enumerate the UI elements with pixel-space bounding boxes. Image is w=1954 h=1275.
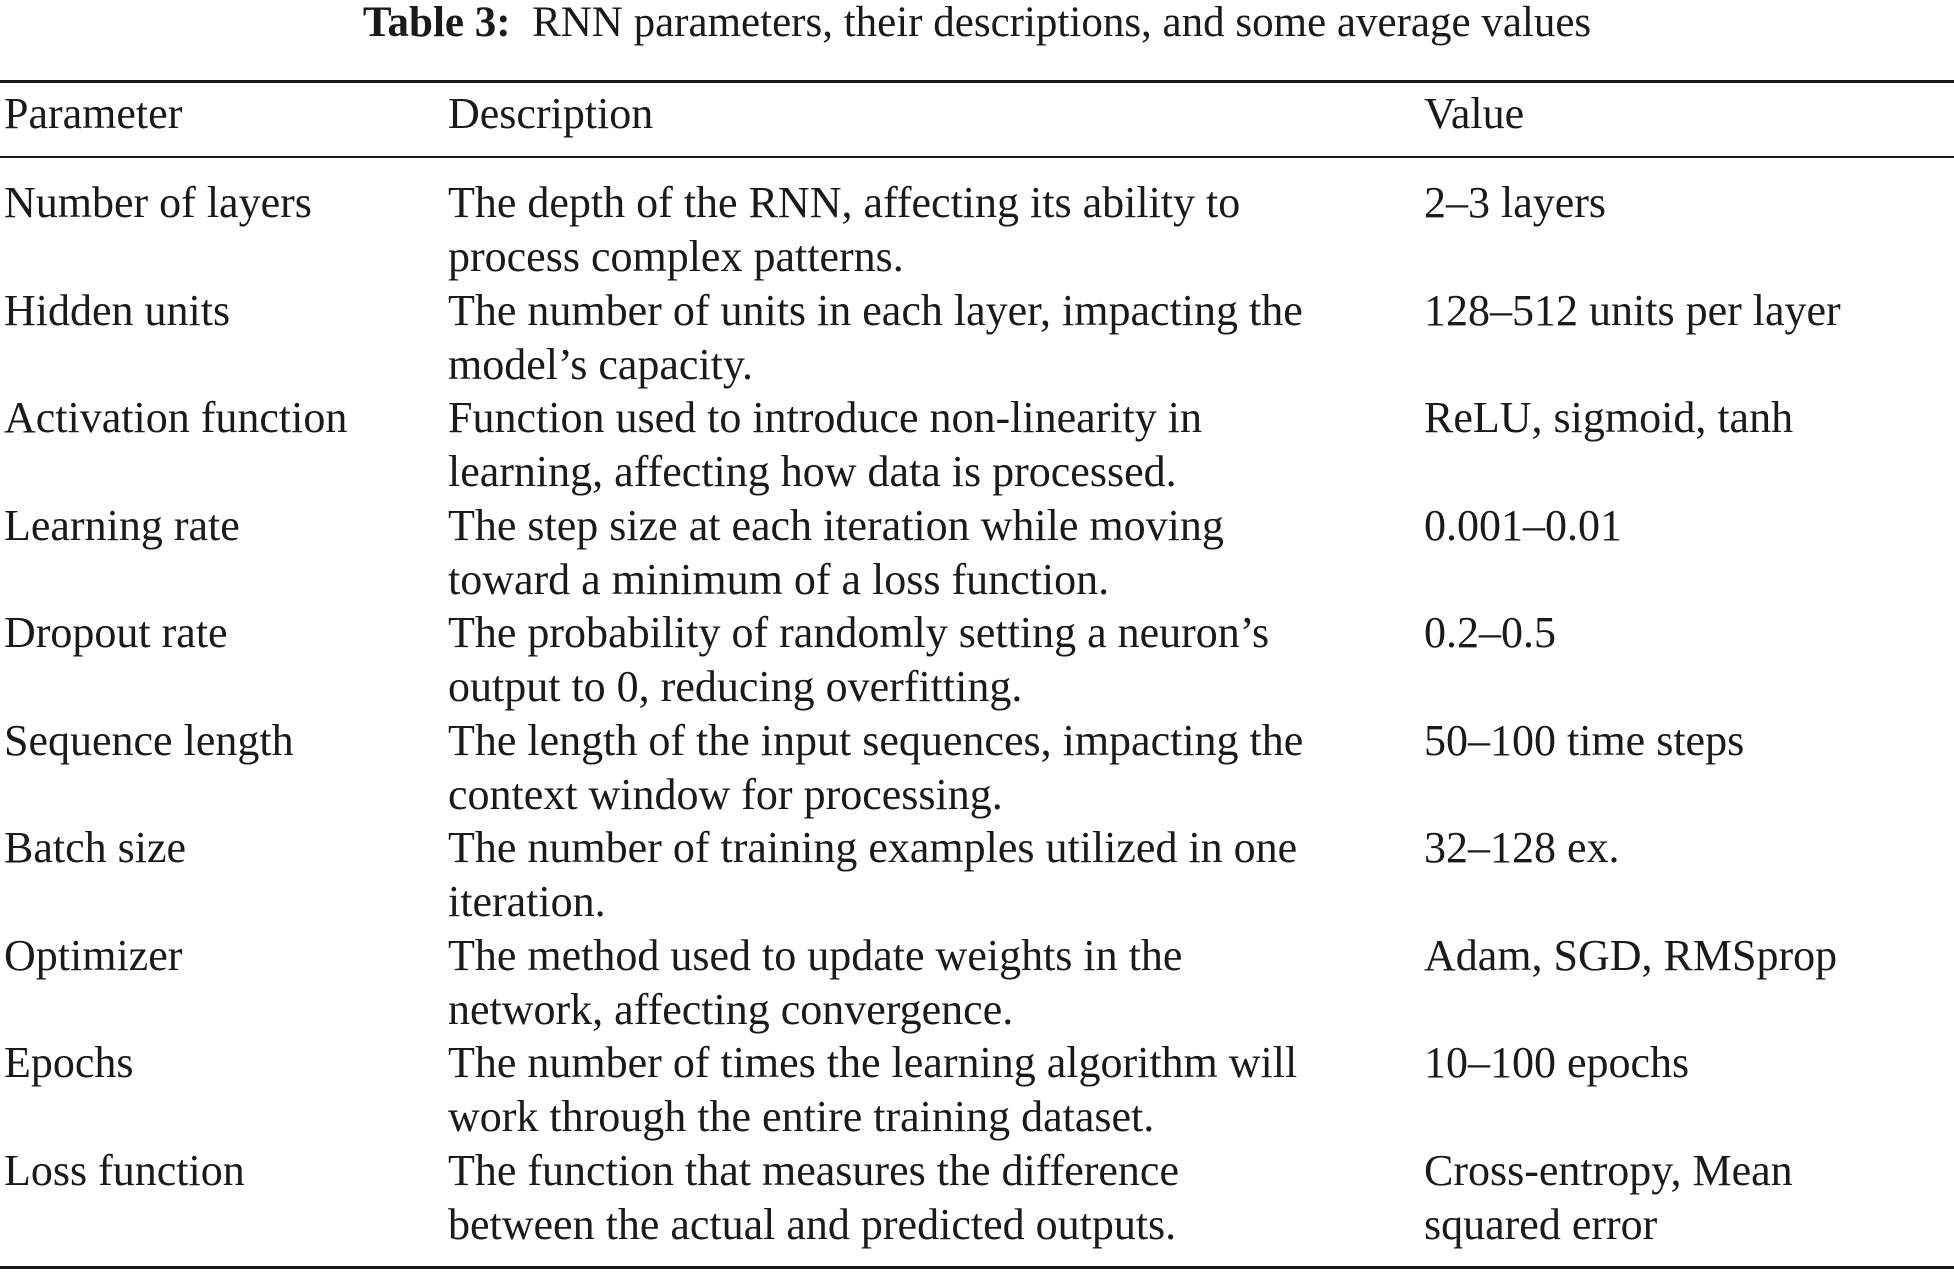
value-line: 32–128 ex. [1424,823,1620,872]
description-line: The depth of the RNN, affecting its ability to [448,178,1241,227]
cell-parameter: Hidden units [4,286,231,335]
value-line: 0.001–0.01 [1424,501,1622,550]
cell-description [448,499,1224,607]
cell-value [1424,821,1620,875]
cell-parameter: Optimizer [4,931,183,980]
description-line: The step size at each iteration while moving [448,501,1224,550]
column-header-value: Value [1424,89,1525,138]
cell-parameter: Learning rate [4,501,240,550]
cell-value [1424,1144,1793,1252]
cell-description [448,391,1202,499]
column-header-parameter: Parameter [4,89,183,138]
cell-parameter: Loss function [4,1146,245,1195]
cell-value [1424,499,1622,553]
value-line: 128–512 units per layer [1424,286,1841,335]
description-line: Function used to introduce non-linearity in [448,393,1202,442]
description-line: The probability of randomly setting a neuron’s [448,608,1270,657]
description-line: context window for processing. [448,770,1003,819]
top-rule [0,80,1954,83]
cell-value [1424,929,1837,983]
description-line: The number of units in each layer, impacting the [448,286,1303,335]
header-rule [0,156,1954,158]
cell-parameter: Dropout rate [4,608,228,657]
description-line: toward a minimum of a loss function. [448,555,1110,604]
description-line: The function that measures the difference [448,1146,1179,1195]
cell-parameter: Number of layers [4,178,312,227]
cell-description [448,1144,1179,1252]
cell-value [1424,606,1556,660]
description-line: learning, affecting how data is processed. [448,447,1177,496]
description-line: between the actual and predicted outputs. [448,1200,1177,1249]
table-caption-text: RNN parameters, their descriptions, and some average values [532,0,1592,46]
cell-value [1424,284,1841,338]
description-line: output to 0, reducing overfitting. [448,662,1023,711]
description-line: model’s capacity. [448,340,754,389]
cell-parameter: Sequence length [4,716,294,765]
table-caption [0,0,1954,46]
value-line: 2–3 layers [1424,178,1607,227]
column-header-description: Description [448,89,654,138]
cell-value [1424,176,1606,230]
value-line: 0.2–0.5 [1424,608,1556,657]
cell-description [448,821,1297,929]
cell-parameter: Epochs [4,1038,134,1087]
cell-parameter: Activation function [4,393,348,442]
value-line: 50–100 time steps [1424,716,1745,765]
cell-description [448,606,1269,714]
cell-description [448,1036,1297,1144]
cell-description [448,284,1303,392]
description-line: process complex patterns. [448,232,904,281]
bottom-rule [0,1266,1954,1269]
description-line: The number of times the learning algorithm will [448,1038,1298,1087]
cell-value [1424,714,1744,768]
description-line: The number of training examples utilized in one [448,823,1298,872]
value-line: 10–100 epochs [1424,1038,1690,1087]
description-line: The method used to update weights in the [448,931,1183,980]
cell-description [448,176,1240,284]
cell-description [448,929,1182,1037]
cell-description [448,714,1303,822]
value-line: ReLU, sigmoid, tanh [1424,393,1794,442]
description-line: network, affecting convergence. [448,985,1014,1034]
description-line: work through the entire training dataset. [448,1092,1155,1141]
description-line: The length of the input sequences, impacting the [448,716,1304,765]
cell-value [1424,1036,1689,1090]
cell-value [1424,391,1793,445]
table-label: Table 3: [362,0,511,46]
value-line: squared error [1424,1200,1658,1249]
cell-parameter: Batch size [4,823,187,872]
value-line: Cross-entropy, Mean [1424,1146,1793,1195]
description-line: iteration. [448,877,606,926]
value-line: Adam, SGD, RMSprop [1424,931,1838,980]
